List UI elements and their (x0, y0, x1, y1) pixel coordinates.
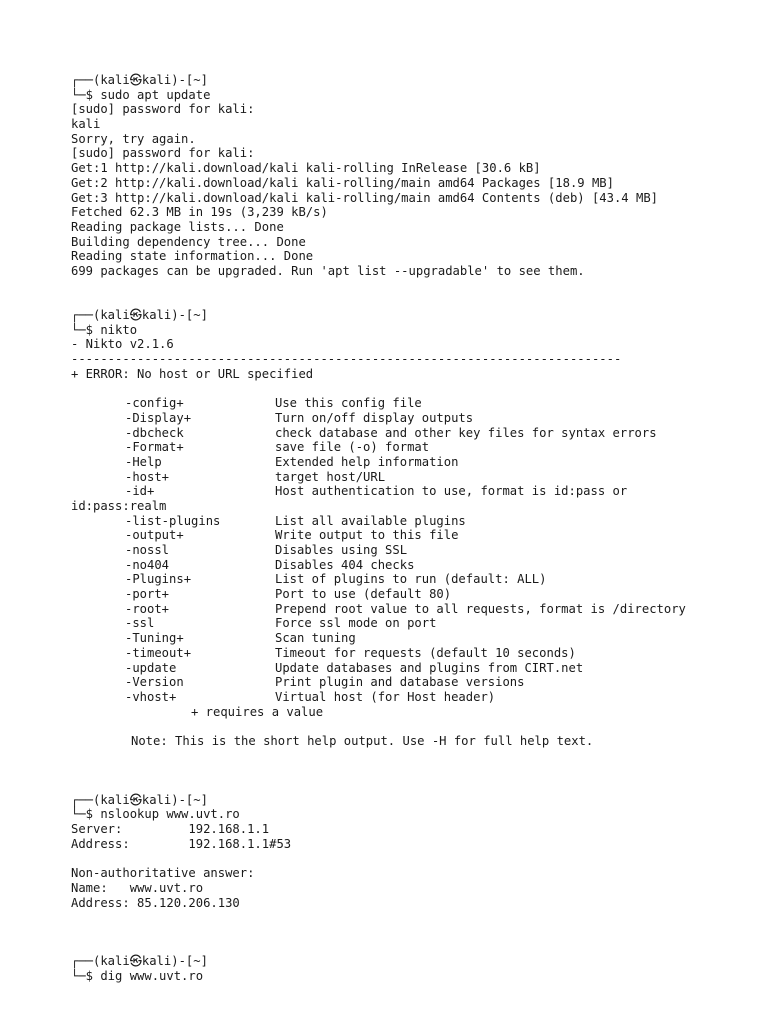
option-flag: -config+ (125, 396, 184, 411)
output-line: kali (71, 117, 101, 132)
option-flag: -id+ (125, 484, 155, 499)
output-line: Server: 192.168.1.1 (71, 822, 270, 837)
option-desc: List all available plugins (275, 513, 466, 528)
requires-value-note: + requires a value (191, 704, 324, 719)
option-flag: -ssl (125, 616, 155, 631)
options-list (71, 396, 761, 704)
option-flag: -Version (125, 675, 184, 690)
nslookup-output (71, 822, 761, 910)
output-line: Name: www.uvt.ro (71, 880, 204, 895)
prompt-header: ┌──(kali㉿kali)-[~] (71, 73, 208, 87)
option-flag: -root+ (125, 601, 170, 616)
option-flag: -no404 (125, 557, 170, 572)
option-flag: -Tuning+ (125, 631, 184, 646)
output-line: Fetched 62.3 MB in 19s (3,239 kB/s) (71, 205, 328, 220)
option-desc: List of plugins to run (default: ALL) (275, 572, 547, 587)
output-line: Address: 192.168.1.1#53 (71, 836, 292, 851)
error-line: + ERROR: No host or URL specified (71, 366, 314, 381)
option-row (71, 690, 761, 705)
option-row (71, 675, 761, 690)
option-row (71, 602, 761, 617)
option-row (71, 661, 761, 676)
option-desc: Virtual host (for Host header) (275, 689, 496, 704)
option-desc-wrap: id:pass:realm (71, 498, 167, 513)
option-desc: Use this config file (275, 396, 422, 411)
prompt-header: ┌──(kali㉿kali)-[~] (71, 308, 208, 322)
option-desc: Update databases and plugins from CIRT.net (275, 660, 584, 675)
option-flag: -dbcheck (125, 425, 184, 440)
option-row (71, 572, 761, 587)
option-flag: -timeout+ (125, 645, 192, 660)
prompt-header: ┌──(kali㉿kali)-[~] (71, 954, 208, 969)
apt-output (71, 102, 761, 278)
option-flag: -output+ (125, 528, 184, 543)
option-row (71, 616, 761, 631)
output-line: Reading package lists... Done (71, 219, 284, 234)
option-flag: -host+ (125, 469, 170, 484)
output-line: Reading state information... Done (71, 249, 314, 264)
option-row (71, 631, 761, 646)
option-row (71, 514, 761, 529)
option-flag: -Format+ (125, 440, 184, 455)
output-line (71, 851, 761, 866)
help-note: Note: This is the short help output. Use -H for full help text. (131, 733, 594, 748)
option-desc: Prepend root value to all requests, format is /directory (275, 601, 686, 616)
option-row (71, 558, 761, 573)
option-desc: Host authentication to use, format is id:pass or (275, 484, 628, 499)
output-line: Address: 85.120.206.130 (71, 895, 240, 910)
option-desc: Disables 404 checks (275, 557, 415, 572)
separator-line: --------------------------------------------------------------------------- (71, 352, 622, 367)
output-line: Get:3 http://kali.download/kali kali-rolling/main amd64 Contents (deb) [43.4 MB] (71, 190, 658, 205)
option-flag: -port+ (125, 587, 170, 602)
nikto-version: - Nikto v2.1.6 (71, 337, 174, 352)
command-line: └─$ nikto (71, 322, 138, 337)
output-line: [sudo] password for kali: (71, 102, 255, 117)
option-row (71, 484, 761, 499)
output-line: 699 packages can be upgraded. Run 'apt list --upgradable' to see them. (71, 263, 585, 278)
option-desc: check database and other key files for syntax errors (275, 425, 657, 440)
prompt-header: ┌──(kali㉿kali)-[~] (71, 792, 208, 807)
option-row (71, 646, 761, 661)
option-flag: -update (125, 660, 177, 675)
option-desc: Timeout for requests (default 10 seconds) (275, 645, 576, 660)
option-desc: Print plugin and database versions (275, 675, 525, 690)
option-desc: target host/URL (275, 469, 386, 484)
option-row (71, 411, 761, 426)
option-desc: Port to use (default 80) (275, 587, 452, 602)
option-row (71, 587, 761, 602)
option-flag: -Help (125, 454, 162, 469)
option-desc: Force ssl mode on port (275, 616, 437, 631)
option-flag: -vhost+ (125, 689, 177, 704)
output-line: Non-authoritative answer: (71, 866, 255, 881)
output-line: Sorry, try again. (71, 131, 196, 146)
command-line: └─$ dig www.uvt.ro (71, 968, 204, 983)
command-line: └─$ nslookup www.uvt.ro (71, 807, 240, 822)
command-line: └─$ sudo apt update (71, 87, 211, 102)
option-row (71, 543, 761, 558)
option-row (71, 455, 761, 470)
option-row (71, 426, 761, 441)
option-desc: Scan tuning (275, 631, 356, 646)
option-desc: Disables using SSL (275, 543, 408, 557)
output-line: Building dependency tree... Done (71, 234, 306, 249)
option-desc: Turn on/off display outputs (275, 410, 474, 425)
option-flag: -nossl (125, 543, 170, 557)
option-flag: -Display+ (125, 410, 192, 425)
option-row (71, 470, 761, 485)
option-row (71, 440, 761, 455)
option-desc: save file (-o) format (275, 440, 430, 455)
option-row (71, 396, 761, 411)
option-flag: -list-plugins (125, 513, 221, 528)
output-line: Get:2 http://kali.download/kali kali-rolling/main amd64 Packages [18.9 MB] (71, 175, 614, 190)
terminal-transcript (71, 73, 761, 984)
output-line: [sudo] password for kali: (71, 146, 255, 161)
option-row (71, 528, 761, 543)
option-desc: Extended help information (275, 454, 459, 469)
output-line: Get:1 http://kali.download/kali kali-rolling InRelease [30.6 kB] (71, 161, 541, 176)
option-flag: -Plugins+ (125, 572, 192, 587)
option-desc: Write output to this file (275, 528, 459, 543)
